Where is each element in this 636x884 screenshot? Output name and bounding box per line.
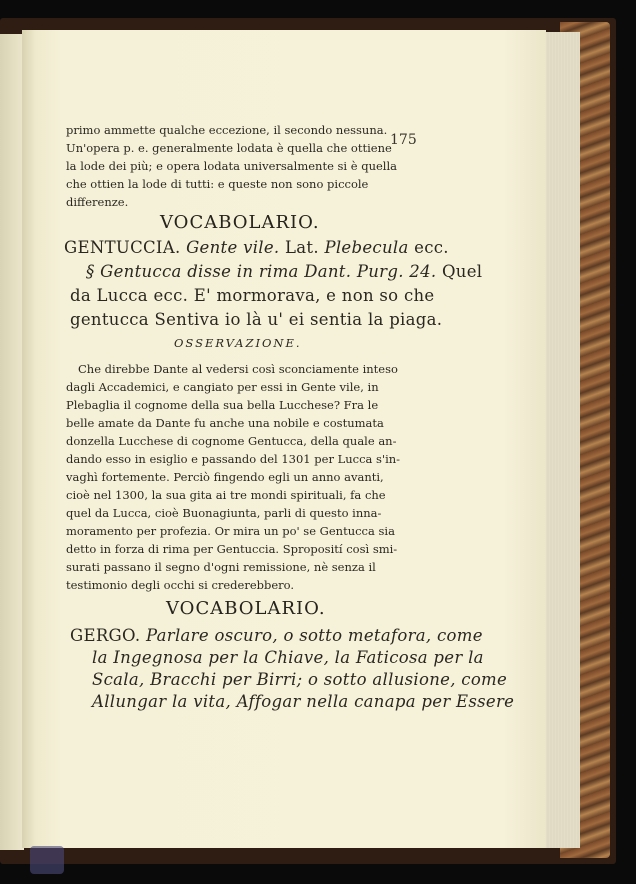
intro-line: differenze. <box>66 195 129 209</box>
observation-title: OSSERVAZIONE. <box>174 336 302 350</box>
intro-line: primo ammette qualche eccezione, il secondo nessuna. <box>66 123 388 137</box>
entry-line: gentucca Sentiva io là u' ei sentia la piaga. <box>70 310 443 329</box>
observation-line: surati passano il segno d'ogni remissione, nè senza il <box>66 560 376 574</box>
entry-line <box>64 238 449 257</box>
observation-line: belle amate da Dante fu anche una nobile e costumata <box>66 416 384 430</box>
observation-line: Plebaglia il cognome della sua bella Lucchese? Fra le <box>66 398 379 412</box>
intro-line: la lode dei più; e opera lodata universalmente si è quella <box>66 159 398 173</box>
observation-line: cioè nel 1300, la sua gita ai tre mondi spirituali, fa che <box>66 488 386 502</box>
entry-line <box>70 626 483 645</box>
observation-line: vaghì fortemente. Perciò fingendo egli un anno avanti, <box>66 470 384 484</box>
observation-line: detto in forza di rima per Gentuccia. Sproposití così smi- <box>66 542 398 556</box>
observation-line: moramento per profezia. Or mira un po' se Gentucca sia <box>66 524 395 538</box>
entry-text: Quel <box>441 262 483 281</box>
entry-term: GENTUCCIA. <box>64 238 181 257</box>
entry-line: la Ingegnosa per la Chiave, la Faticosa per la <box>92 648 484 667</box>
entry-line: da Lucca ecc. E' mormorava, e non so che <box>70 286 435 305</box>
entry-line: Scala, Bracchi per Birri; o sotto allusione, come <box>92 670 508 689</box>
section-heading: VOCABOLARIO. <box>160 212 320 233</box>
entry-line: Allungar la vita, Affogar nella canapa per Essere <box>92 692 515 711</box>
ecc-text: ecc. <box>414 238 449 257</box>
observation-line: quel da Lucca, cioè Buonagiunta, parli di questo inna- <box>66 506 382 520</box>
latin-word: Plebecula <box>324 238 409 257</box>
latin-label: Lat. <box>285 238 319 257</box>
entry-line <box>86 262 482 281</box>
entry-text: Parlare oscuro, o sotto metafora, come <box>145 626 483 645</box>
observation-line: dagli Accademici, e cangiato per essi in Gente vile, in <box>66 380 379 394</box>
section-heading: VOCABOLARIO. <box>166 598 326 619</box>
book-page <box>22 30 546 848</box>
entry-term: GERGO. <box>70 626 141 645</box>
entry-definition: Gente vile. <box>186 238 280 257</box>
citation: § Gentucca disse in rima Dant. Purg. 24. <box>86 262 437 281</box>
page-number: 175 <box>390 132 417 148</box>
facing-page-sliver <box>0 34 24 850</box>
intro-line: che ottien la lode di tutti: e queste non sono piccole <box>66 177 369 191</box>
observation-line: testimonio degli occhi si crederebbero. <box>66 578 295 592</box>
observation-line: Che direbbe Dante al vedersi così sconciamente inteso <box>78 362 398 376</box>
observation-line: donzella Lucchese di cognome Gentucca, della quale an- <box>66 434 397 448</box>
library-stamp <box>30 846 64 874</box>
observation-line: dando esso in esiglio e passando del 1301 per Lucca s'in- <box>66 452 401 466</box>
intro-line: Un'opera p. e. generalmente lodata è quella che ottiene <box>66 141 392 155</box>
